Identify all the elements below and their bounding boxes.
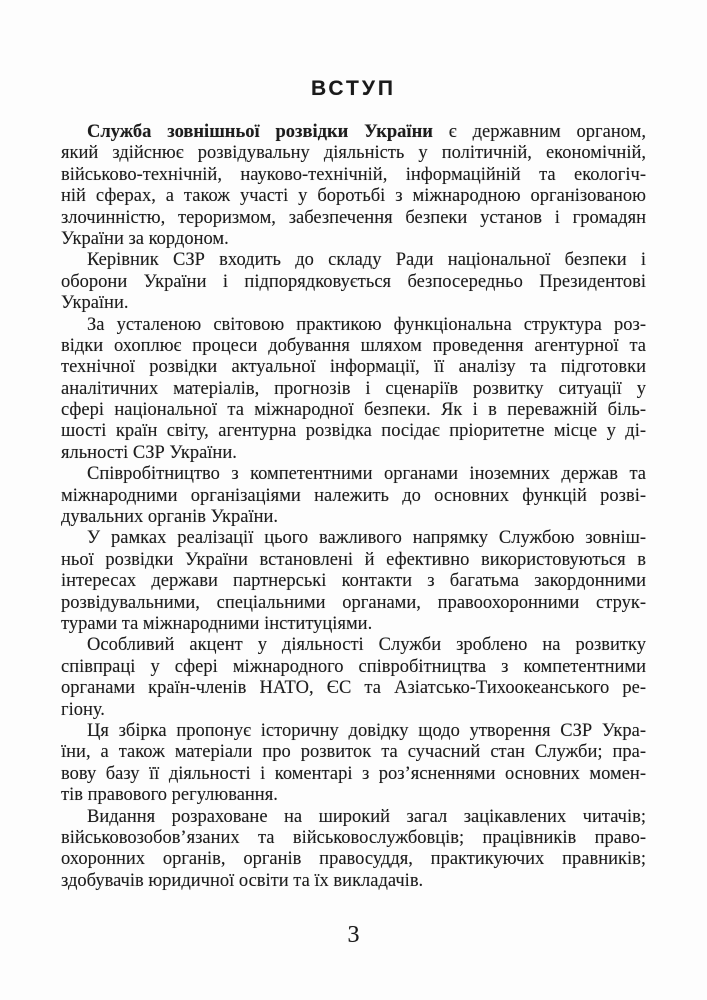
text-line: За усталеною світовою практикою функціональна структура роз- — [87, 314, 646, 335]
text-line: міжнародними організаціями належить до основних функцій розві- — [61, 485, 646, 506]
paragraph-5 — [61, 528, 646, 635]
text-line: органами країн-членів НАТО, ЄС та Азіатсько-Тихоокеанського ре- — [61, 678, 646, 699]
paragraph-4 — [61, 464, 646, 528]
text-line: їни, а також матеріали про розвиток та сучасний стан Служби; пра- — [61, 742, 646, 763]
text-line: відки охоплює процеси добування шляхом проведення агентурної та — [61, 335, 646, 356]
text-line: Особливий акцент у діяльності Служби зроблено на розвитку — [87, 635, 646, 656]
text-line: інтересах держави партнерські контакти з багатьма закордонними — [61, 571, 646, 592]
text-line: який здійснює розвідувальну діяльність у політичній, економічній, — [61, 143, 646, 164]
text-line: здобувачів юридичної освіти та їх викладачів. — [61, 870, 424, 891]
text-line: шості країн світу, агентурна розвідка посідає пріоритетне місце у ді- — [61, 421, 646, 442]
paragraph-1 — [61, 122, 646, 250]
lead-bold-text: Служба зовнішньої розвідки України — [87, 122, 433, 142]
paragraph-2 — [61, 250, 646, 314]
text-line: аналітичних матеріалів, прогнозів і сценаріїв розвитку ситуації у — [61, 378, 646, 399]
text-line: Керівник СЗР входить до складу Ради національної безпеки і — [87, 250, 646, 271]
paragraph-7 — [61, 721, 646, 807]
lead-rest-text: є державним органом, — [432, 122, 646, 142]
page-number: 3 — [347, 922, 360, 948]
text-line: гіону. — [61, 699, 105, 720]
text-line: вову базу її діяльності і коментарі з роз’ясненнями основних момен- — [61, 763, 646, 784]
text-line: військовозобов’язаних та військовослужбовців; працівників право- — [61, 827, 646, 848]
text-line: сфері національної та міжнародної безпеки. Як і в переважній біль- — [61, 400, 646, 421]
text-line: України. — [61, 293, 129, 314]
body-text — [61, 122, 646, 892]
text-line: яльності СЗР України. — [61, 442, 237, 463]
text-line: тів правового регулювання. — [61, 785, 278, 806]
paragraph-8 — [61, 807, 646, 893]
text-line: охоронних органів, органів правосуддя, практикуючих правників; — [61, 849, 646, 870]
text-line: турами та міжнародними інституціями. — [61, 613, 373, 634]
text-line: України за кордоном. — [61, 228, 229, 249]
page-title: ВСТУП — [311, 77, 396, 100]
text-line: Ця збірка пропонує історичну довідку щодо утворення СЗР Укра- — [87, 720, 646, 741]
text-line: співпраці у сфері міжнародного співробітництва з компетентними — [61, 656, 646, 677]
text-line: ньої розвідки України встановлені й ефективно використовуються в — [61, 549, 646, 570]
text-line: Видання розраховане на широкий загал зацікавлених читачів; — [87, 806, 646, 827]
text-line: оборони України і підпорядковується безпосередньо Президентові — [61, 271, 646, 292]
paragraph-3 — [61, 315, 646, 465]
text-line: ній сферах, а також участі у боротьбі з міжнародною організованою — [61, 186, 646, 207]
text-line: розвідувальними, спеціальними органами, правоохоронними струк- — [61, 592, 646, 613]
text-line: У рамках реалізації цього важливого напрямку Службою зовніш- — [87, 528, 646, 549]
text-line: військово-технічній, науково-технічній, інформаційній та екологіч- — [61, 164, 646, 185]
text-line: Співробітництво з компетентними органами іноземних держав та — [87, 464, 646, 485]
paragraph-6 — [61, 635, 646, 721]
text-line: злочинністю, тероризмом, забезпечення безпеки установ і громадян — [61, 207, 646, 228]
text-line: дувальних органів України. — [61, 507, 279, 528]
text-line — [61, 122, 646, 143]
text-line: технічної розвідки актуальної інформації, її аналізу та підготовки — [61, 357, 646, 378]
